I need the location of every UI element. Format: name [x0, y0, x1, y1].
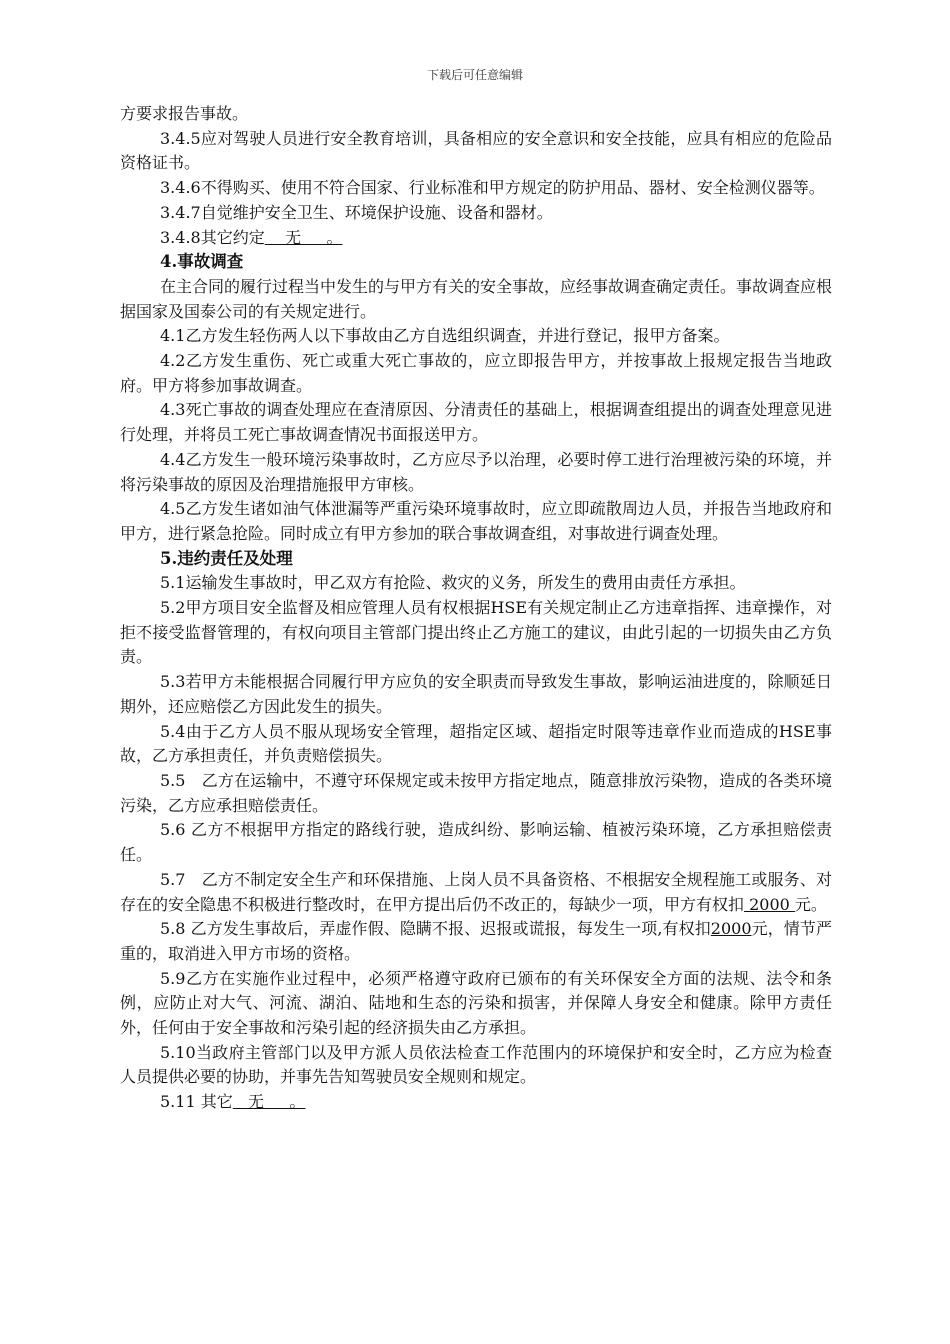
paragraph-text: 5.7 乙方不制定安全生产和环保措施、上岗人员不具备资格、不根据安全规程施工或服务、对存在的安全隐患不积极进行整改时，在甲方提出后仍不改正的，每缺少一项，甲方有权扣	[120, 869, 832, 914]
paragraph-text: 4.2乙方发生重伤、死亡或重大死亡事故的，应立即报告甲方，并按事故上报规定报告当地政府。甲方将参加事故调查。	[120, 351, 832, 395]
paragraph-text-after: 元，情节严重的，取消进入甲方市场的资格。	[120, 919, 832, 963]
paragraph	[120, 917, 832, 966]
paragraph-text: 在主合同的履行过程当中发生的与甲方有关的安全事故，应经事故调查确定责任。事故调查应根据国家及国泰公司的有关规定进行。	[120, 276, 833, 321]
paragraph-text-after: 元。	[794, 894, 827, 914]
paragraph	[120, 398, 832, 447]
paragraph-text: 4.4乙方发生一般环境污染事故时，乙方应尽予以治理，必要时停工进行治理被污染的环境，并将污染事故的原因及治理措施报甲方审核。	[120, 449, 832, 494]
paragraph-text: 5.3若甲方未能根据合同履行甲方应负的安全职责而导致发生事故，影响运油进度的，除顺延日期外，还应赔偿乙方因此发生的损失。	[120, 672, 832, 716]
paragraph	[120, 1090, 832, 1115]
paragraph-text: 5.1运输发生事故时，甲乙双方有抢险、救灾的义务，所发生的费用由责任方承担。	[160, 573, 746, 593]
paragraph	[120, 818, 832, 867]
page-header: 下载后可任意编辑	[426, 68, 523, 82]
filled-blank: 2000	[744, 894, 795, 914]
paragraph	[120, 324, 832, 349]
paragraph-text: 5.6 乙方不根据甲方指定的路线行驶，造成纠纷、影响运输、植被污染环境，乙方承担赔偿责任。	[120, 820, 832, 865]
paragraph-text: 5.10当政府主管部门以及甲方派人员依法检查工作范围内的环境保护和安全时，乙方应为检查人员提供必要的协助，并事先告知驾驶员安全规则和规定。	[120, 1042, 832, 1087]
section-heading	[120, 250, 832, 275]
paragraph-text: 3.4.6不得购买、使用不符合国家、行业标准和甲方规定的防护用品、器材、安全检测仪器等。	[160, 178, 825, 198]
paragraph	[120, 720, 832, 769]
paragraph-text: 5.4由于乙方人员不服从现场安全管理，超指定区域、超指定时限等违章作业而造成的HSE事故，乙方承担责任，并负责赔偿损失。	[120, 721, 832, 766]
paragraph-text: 5.5 乙方在运输中，不遵守环保规定或未按甲方指定地点，随意排放污染物，造成的各类环境污染，乙方应承担赔偿责任。	[120, 770, 832, 815]
filled-blank: 无 。	[232, 1092, 306, 1112]
filled-blank: 2000	[710, 919, 752, 939]
paragraph	[120, 596, 832, 670]
paragraph-text: 3.4.8其它约定	[160, 227, 265, 247]
paragraph	[120, 226, 832, 251]
paragraph-text: 5.违约责任及处理	[160, 548, 293, 568]
paragraph-text: 4.1乙方发生轻伤两人以下事故由乙方自选组织调查，并进行登记，报甲方备案。	[160, 326, 730, 346]
paragraph	[120, 1041, 832, 1090]
paragraph	[120, 497, 832, 546]
paragraph-text: 5.8 乙方发生事故后，弄虚作假、隐瞒不报、迟报或谎报，每发生一项,有权扣	[160, 919, 711, 939]
paragraph-text: 5.11 其它	[160, 1092, 233, 1112]
paragraph	[120, 571, 832, 596]
paragraph	[120, 670, 832, 719]
paragraph	[120, 201, 832, 226]
paragraph-text: 5.9乙方在实施作业过程中，必须严格遵守政府已颁布的有关环保安全方面的法规、法令和条例，应防止对大气、河流、湖泊、陆地和生态的污染和损害，并保障人身安全和健康。除甲方责任外，任何由于安全事故和污染引起的经济损失由乙方承担。	[120, 968, 832, 1038]
paragraph-text: 3.4.5应对驾驶人员进行安全教育培训，具备相应的安全意识和安全技能，应具有相应的危险品资格证书。	[120, 128, 832, 173]
paragraph	[120, 967, 832, 1041]
paragraph-text: 4.事故调查	[160, 252, 244, 272]
paragraph-text: 4.3死亡事故的调查处理应在查清原因、分清责任的基础上，根据调查组提出的调查处理意见进行处理，并将员工死亡事故调查情况书面报送甲方。	[120, 400, 832, 445]
paragraph	[120, 448, 832, 497]
section-heading	[120, 547, 832, 572]
document-body	[120, 102, 832, 1115]
paragraph	[120, 868, 832, 917]
paragraph-text: 方要求报告事故。	[120, 104, 249, 123]
paragraph-text: 4.5乙方发生诸如油气体泄漏等严重污染环境事故时，应立即疏散周边人员，并报告当地政府和甲方，进行紧急抢险。同时成立有甲方参加的联合事故调查组，对事故进行调查处理。	[120, 499, 832, 543]
paragraph-text: 3.4.7自觉维护安全卫生、环境保护设施、设备和器材。	[160, 202, 553, 222]
paragraph	[120, 176, 832, 201]
paragraph	[120, 275, 832, 324]
paragraph	[120, 769, 832, 818]
paragraph	[120, 102, 832, 127]
paragraph	[120, 349, 832, 398]
filled-blank: 无 。	[264, 227, 343, 247]
paragraph	[120, 127, 832, 176]
paragraph-text: 5.2甲方项目安全监督及相应管理人员有权根据HSE有关规定制止乙方违章指挥、违章操作，对拒不接受监督管理的，有权向项目主管部门提出终止乙方施工的建议，由此引起的一切损失由乙方负责。	[120, 598, 832, 667]
